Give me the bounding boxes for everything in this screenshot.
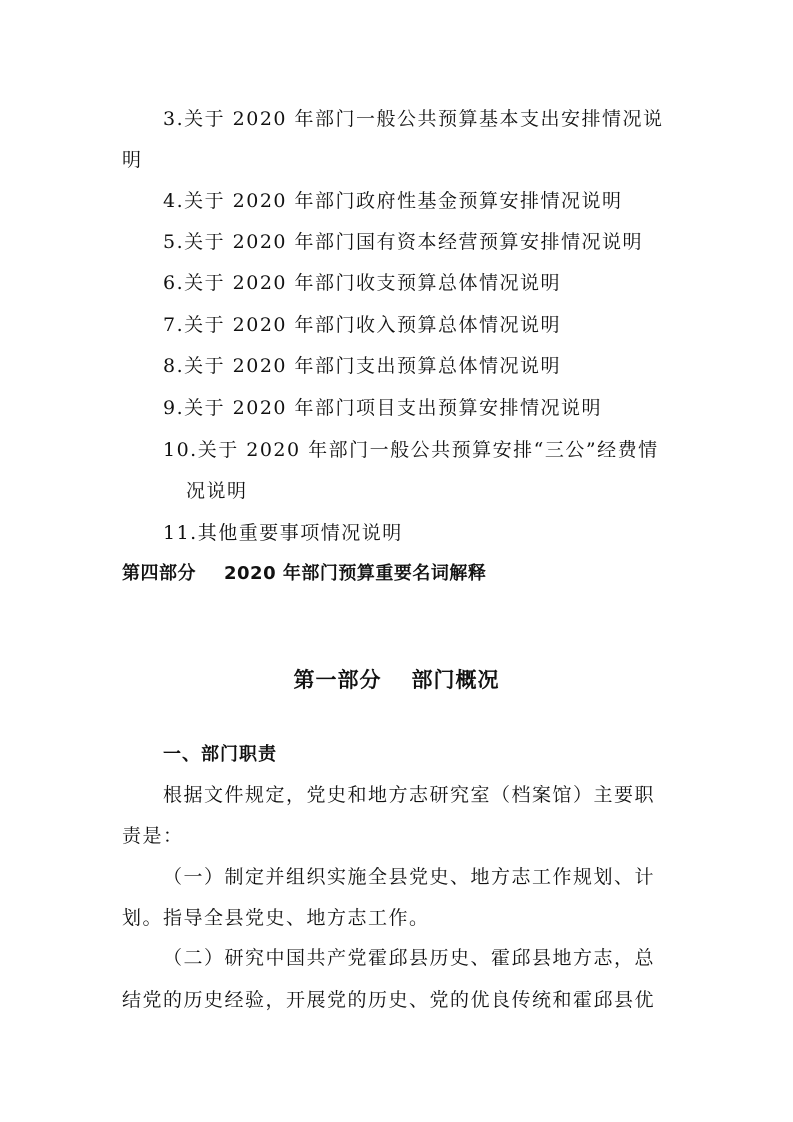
- toc-item-3: 3.关于 2020 年部门一般公共预算基本支出安排情况说: [163, 108, 664, 130]
- toc-item-9: 9.关于 2020 年部门项目支出预算安排情况说明: [163, 397, 603, 419]
- toc-item-8: 8.关于 2020 年部门支出预算总体情况说明: [163, 355, 562, 377]
- toc-item-5: 5.关于 2020 年部门国有资本经营预算安排情况说明: [163, 231, 644, 253]
- toc-item-10: 10.关于 2020 年部门一般公共预算安排“三公”经费情: [163, 439, 659, 461]
- section-label: 第一部分: [293, 668, 382, 692]
- intro-paragraph-continued: 责是：: [122, 825, 184, 847]
- duty-1-paragraph: （一）制定并组织实施全县党史、地方志工作规划、计: [163, 866, 656, 888]
- toc-part-4-title: 2020 年部门预算重要名词解释: [224, 563, 487, 584]
- toc-part-4-label: 第四部分: [122, 563, 196, 584]
- toc-item-4: 4.关于 2020 年部门政府性基金预算安排情况说明: [163, 190, 623, 212]
- toc-item-6: 6.关于 2020 年部门收支预算总体情况说明: [163, 272, 562, 294]
- toc-part-4: [122, 562, 486, 586]
- section-title: [0, 664, 793, 694]
- intro-paragraph: 根据文件规定，党史和地方志研究室（档案馆）主要职: [163, 784, 656, 806]
- subsection-heading: 一、部门职责: [163, 744, 277, 765]
- duty-1-paragraph-continued: 划。指导全县党史、地方志工作。: [122, 907, 430, 929]
- duty-2-paragraph-continued: 结党的历史经验，开展党的历史、党的优良传统和霍邱县优: [122, 989, 656, 1011]
- toc-item-10-continued: 况说明: [186, 480, 248, 502]
- toc-item-3-continued: 明: [122, 149, 143, 171]
- toc-item-7: 7.关于 2020 年部门收入预算总体情况说明: [163, 314, 562, 336]
- duty-2-paragraph: （二）研究中国共产党霍邱县历史、霍邱县地方志，总: [163, 947, 656, 969]
- toc-item-11: 11.其他重要事项情况说明: [163, 522, 403, 544]
- section-name: 部门概况: [411, 668, 500, 692]
